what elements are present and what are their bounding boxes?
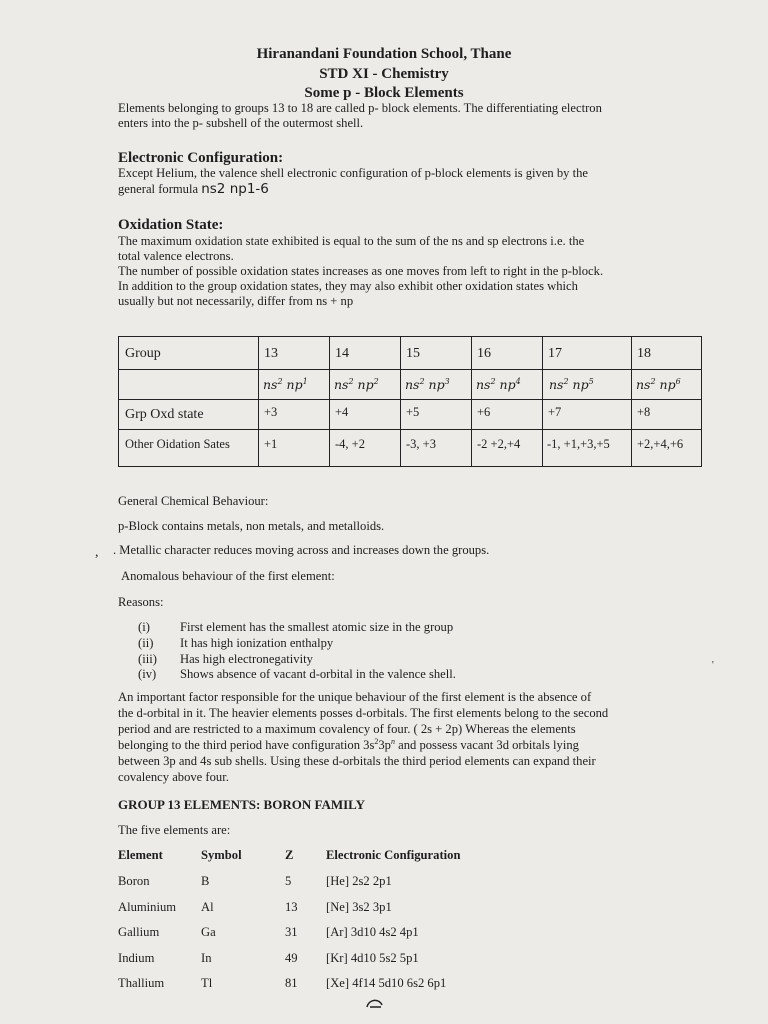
reason-text: Has high electronegativity [180, 652, 313, 666]
electronic-configuration: [Kr] 4d10 5s2 5p1 [326, 951, 419, 965]
atomic-number: 31 [285, 925, 298, 939]
intro-line-1: Elements belonging to groups 13 to 18 are called p- block elements. The differentiating electron [118, 101, 602, 115]
electronic-configuration: [Ar] 3d10 4s2 4p1 [326, 925, 419, 939]
reason-number: (i) [138, 620, 150, 634]
table-rule [119, 369, 701, 370]
atomic-number: 81 [285, 976, 298, 990]
school-name: Hiranandani Foundation School, Thane [256, 46, 512, 62]
section-heading-electronic-config: Electronic Configuration: [118, 150, 284, 166]
config-line-2-prefix: general formula [118, 182, 202, 196]
electronic-configuration: [He] 2s2 2p1 [326, 874, 392, 888]
config-line-2 [118, 182, 269, 197]
intro-line-2: enters into the p- subshell of the outermost shell. [118, 116, 364, 130]
reason-text: First element has the smallest atomic size in the group [180, 620, 454, 634]
general-line-2: . Metallic character reduces moving across and increases down the groups. [113, 543, 490, 557]
group-number: 16 [477, 346, 491, 361]
valence-config: $ns^2$ $np^1$ [263, 377, 308, 392]
column-header-element: Element [118, 848, 163, 862]
group-oxidation-state: +8 [637, 405, 651, 419]
row-label-group-oxidation: Grp Oxd state [125, 407, 204, 422]
oxidation-line-2: total valence electrons. [118, 249, 234, 263]
group13-subheading: The five elements are: [118, 823, 231, 837]
group-oxidation-state: +7 [548, 405, 562, 419]
electronic-configuration: [Xe] 4f14 5d10 6s2 6p1 [326, 976, 447, 990]
element-name: Boron [118, 874, 150, 888]
element-name: Thallium [118, 976, 165, 990]
group-oxidation-state: +4 [335, 405, 349, 419]
paragraph-line-1: An important factor responsible for the unique behaviour of the first element is the absence of [118, 690, 592, 704]
section-heading-oxidation-state: Oxidation State: [118, 217, 224, 233]
element-symbol: Tl [201, 976, 213, 990]
element-name: Indium [118, 951, 155, 965]
reason-text: It has high ionization enthalpy [180, 636, 334, 650]
general-line-1: p-Block contains metals, non metals, and metalloids. [118, 519, 385, 533]
config-line-1: Except Helium, the valence shell electronic configuration of p-block elements is given by the [118, 166, 589, 180]
paragraph-line-5: between 3p and 4s sub shells. Using these d-orbitals the third period elements can expand their [118, 754, 596, 768]
atomic-number: 5 [285, 874, 292, 888]
table-rule [119, 429, 701, 430]
element-symbol: B [201, 874, 210, 888]
valence-config: $ns^2$ $np^2$ [334, 377, 379, 392]
group-number: 13 [264, 346, 278, 361]
page-mark-icon [364, 996, 386, 1010]
valence-config: $ns^2$ $np^5$ [549, 377, 594, 392]
element-symbol: Al [201, 900, 214, 914]
reason-text: Shows absence of vacant d-orbital in the valence shell. [180, 667, 456, 681]
table-rule [258, 337, 259, 466]
group-oxidation-state: +6 [477, 405, 491, 419]
column-header-symbol: Symbol [201, 848, 242, 862]
anomalous-heading: Anomalous behaviour of the first element: [121, 569, 335, 583]
row-label-group: Group [125, 346, 161, 361]
table-rule [471, 337, 472, 466]
paragraph-line-3: period and are restricted to a maximum covalency of four. ( 2s + 2p) Whereas the elements [118, 722, 576, 736]
table-rule [119, 399, 701, 400]
element-name: Gallium [118, 925, 160, 939]
paragraph-line-4: belonging to the third period have configuration $3s^23p^n$ and possess vacant 3d orbitals lying [118, 737, 579, 752]
table-rule [631, 337, 632, 466]
group-oxidation-state: +3 [264, 405, 278, 419]
column-header-configuration: Electronic Configuration [326, 848, 461, 862]
table-rule [542, 337, 543, 466]
reasons-label: Reasons: [118, 595, 164, 609]
group-number: 14 [335, 346, 349, 361]
valence-config: $ns^2$ $np^3$ [405, 377, 450, 392]
element-symbol: Ga [201, 925, 216, 939]
oxidation-line-3: The number of possible oxidation states increases as one moves from left to right in the p-block. [118, 264, 604, 278]
other-oxidation-states: +1 [264, 437, 278, 451]
general-behaviour-heading: General Chemical Behaviour: [118, 494, 269, 508]
reason-number: (ii) [138, 636, 154, 650]
valence-config: $ns^2$ $np^6$ [636, 377, 681, 392]
atomic-number: 13 [285, 900, 298, 914]
oxidation-line-4: In addition to the group oxidation states, they may also exhibit other oxidation states which [118, 279, 578, 293]
reason-number: (iv) [138, 667, 157, 681]
column-header-z: Z [285, 848, 294, 862]
oxidation-line-5: usually but not necessarily, differ from ns + np [118, 294, 354, 308]
oxidation-line-1: The maximum oxidation state exhibited is equal to the sum of the ns and sp electrons i.e. the [118, 234, 585, 248]
element-name: Aluminium [118, 900, 177, 914]
other-oxidation-states: -2 +2,+4 [477, 437, 521, 451]
pen-tick-mark: , [95, 545, 99, 560]
group-oxidation-state: +5 [406, 405, 420, 419]
group-number: 17 [548, 346, 562, 361]
topic-title: Some p - Block Elements [304, 85, 464, 101]
group-number: 15 [406, 346, 420, 361]
group13-heading: GROUP 13 ELEMENTS: BORON FAMILY [118, 797, 366, 812]
valence-config: $ns^2$ $np^4$ [476, 377, 521, 392]
element-symbol: In [201, 951, 212, 965]
general-formula: ns2 np1-6 [201, 181, 269, 197]
reason-number: (iii) [138, 652, 157, 666]
table-rule [400, 337, 401, 466]
other-oxidation-states: -1, +1,+3,+5 [547, 437, 610, 451]
group-number: 18 [637, 346, 651, 361]
paragraph-line-2: the d-orbital in it. The heavier elements posses d-orbitals. The first elements belong to the second [118, 706, 609, 720]
row-label-other-oxidation: Other Oidation Sates [125, 437, 230, 451]
atomic-number: 49 [285, 951, 298, 965]
table-rule [329, 337, 330, 466]
stray-pen-mark: ' [712, 660, 714, 671]
electronic-configuration: [Ne] 3s2 3p1 [326, 900, 392, 914]
other-oxidation-states: -3, +3 [406, 437, 436, 451]
class-title: STD XI - Chemistry [319, 66, 449, 82]
oxidation-state-table [118, 336, 702, 467]
paragraph-line-6: covalency above four. [118, 770, 229, 784]
other-oxidation-states: +2,+4,+6 [637, 437, 684, 451]
other-oxidation-states: -4, +2 [335, 437, 365, 451]
